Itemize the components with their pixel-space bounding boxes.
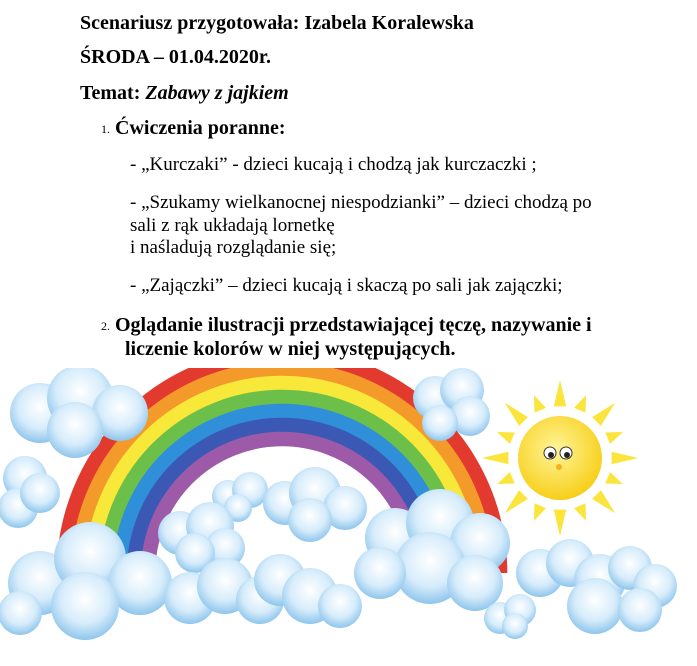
sun-ray <box>534 395 546 413</box>
section-2-heading <box>101 314 592 337</box>
date-line: ŚRODA – 01.04.2020r. <box>80 46 271 68</box>
cloud-far-right <box>516 539 677 634</box>
sun-ray <box>534 503 546 521</box>
section-2-title-line1: Oglądanie ilustracji przedstawiającej tęczę, nazywanie i <box>115 314 592 336</box>
rainbow-illustration <box>0 368 697 666</box>
section-1-title: Ćwiczenia poranne: <box>115 117 286 139</box>
sun-ray <box>482 452 508 464</box>
section-2-title-line2: liczenie kolorów w niej występujących. <box>125 338 456 360</box>
topic-title: Zabawy z jajkiem <box>145 82 289 104</box>
sun-ray <box>592 490 615 513</box>
list-item-szukamy: - „Szukamy wielkanocnej niespodzianki” – dzieci chodzą po <box>130 192 592 213</box>
list-item-szukamy-line3: i naśladują rozglądanie się; <box>130 237 337 258</box>
sun-nose <box>556 464 562 470</box>
section-2-number: 2. <box>101 319 110 333</box>
sun-ray <box>574 503 586 521</box>
cloud-top-right <box>413 368 490 441</box>
list-item-zajaczki: - „Zajączki” – dzieci kucają i skaczą po sali jak zajączki; <box>130 275 563 296</box>
section-1-number: 1. <box>101 122 110 136</box>
sun-ray <box>605 472 623 484</box>
section-1-heading <box>101 117 286 140</box>
cloud-center-b <box>263 467 367 542</box>
sun-ray <box>497 472 515 484</box>
sun-ray <box>592 403 615 426</box>
topic-label: Temat: <box>80 82 141 104</box>
sun-ray <box>612 452 638 464</box>
cloud-left-mid <box>0 456 60 528</box>
topic-line <box>80 82 289 105</box>
author-line: Scenariusz przygotowała: Izabela Koralewska <box>80 12 474 34</box>
sun-ray <box>497 432 515 444</box>
sun-ray <box>505 490 528 513</box>
sun-ray <box>605 432 623 444</box>
list-item-szukamy-line2: sali z rąk układają lornetkę <box>130 215 335 236</box>
sun-ray <box>554 380 566 406</box>
sun-ray <box>554 510 566 536</box>
sun-face <box>518 416 602 500</box>
sun-ray <box>505 403 528 426</box>
list-item-kurczaki: - „Kurczaki” - dzieci kucają i chodzą jak kurczaczki ; <box>130 154 537 175</box>
sun-ray <box>574 395 586 413</box>
sun <box>482 380 638 536</box>
